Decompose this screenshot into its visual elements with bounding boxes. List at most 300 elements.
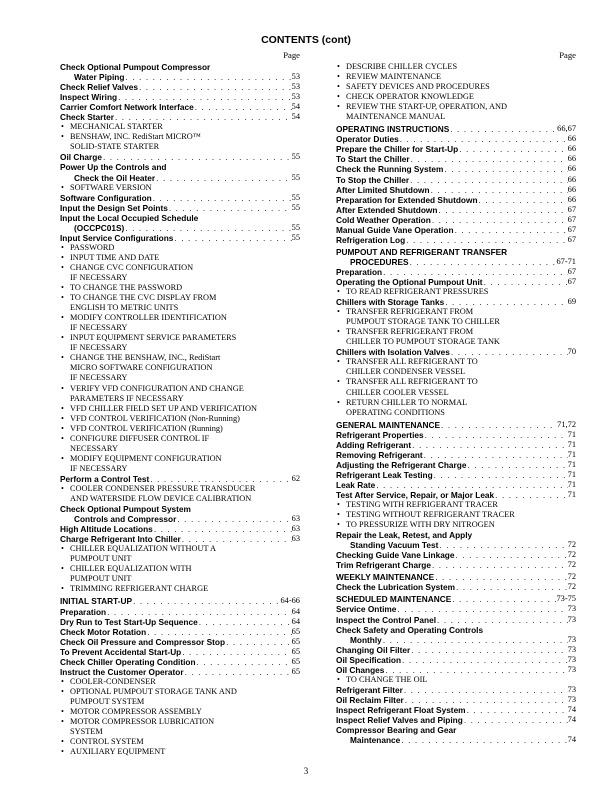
toc-entry-title: Inspect the Control Panel — [336, 614, 437, 625]
toc-subtopic-text: PUMPOUT STORAGE TANK TO CHILLER — [346, 317, 500, 327]
dot-leader — [114, 112, 292, 122]
dot-leader — [184, 667, 292, 677]
toc-subtopic-text: NECESSARY — [70, 443, 118, 453]
toc-page-number: 66 — [567, 184, 576, 194]
toc-entry[interactable] — [336, 490, 576, 500]
bullet-icon: • — [337, 72, 340, 82]
toc-entry[interactable] — [336, 645, 576, 655]
toc-subtopic-text: INPUT EQUIPMENT SERVICE PARAMETERS — [70, 333, 237, 343]
toc-subtopic-text: IF NECESSARY — [70, 323, 128, 333]
dot-leader — [153, 524, 292, 534]
toc-page-number: 55 — [291, 192, 300, 202]
toc-entry[interactable] — [336, 154, 576, 164]
toc-entry[interactable] — [336, 665, 576, 675]
toc-subtopic — [336, 520, 576, 530]
dot-leader — [168, 203, 292, 213]
toc-entry-title: Test After Service, Repair, or Major Leak — [336, 489, 495, 500]
toc-subtopic — [60, 132, 300, 142]
toc-subtopic-text: TRANSFER REFRIGERANT FROM — [346, 327, 474, 337]
toc-subtopic — [60, 243, 300, 253]
toc-subtopic-text: CONFIGURE DIFFUSER CONTROL IF — [70, 433, 210, 443]
toc-entry[interactable] — [336, 144, 576, 154]
toc-entry-title: Leak Rate — [336, 479, 376, 490]
dot-leader — [443, 164, 567, 174]
toc-subtopic-text: CHILLER EQUALIZATION WITHOUT A — [70, 544, 217, 554]
toc-entry[interactable] — [336, 695, 576, 705]
dot-leader — [423, 450, 568, 460]
bullet-icon: • — [337, 82, 340, 92]
toc-section-heading[interactable] — [336, 124, 576, 134]
toc-page-number: 66 — [567, 134, 576, 144]
toc-subtopic-continuation — [60, 273, 300, 283]
toc-subtopic-text: TESTING WITHOUT REFRIGERANT TRACER — [346, 510, 515, 520]
toc-entry[interactable] — [60, 617, 300, 627]
toc-page-number: 66 — [567, 174, 576, 184]
toc-entry-title: Refrigerant Properties — [336, 429, 424, 440]
toc-subtopic-continuation — [336, 112, 576, 122]
toc-subtopic — [60, 414, 300, 424]
bullet-icon: • — [61, 283, 64, 293]
toc-page-number: 65 — [291, 636, 300, 646]
bullet-icon: • — [61, 584, 64, 594]
toc-entry-title: Inspect Relief Valves and Piping — [336, 715, 463, 725]
toc-entry[interactable] — [336, 450, 576, 460]
toc-page-number: 72 — [567, 572, 576, 582]
bullet-icon: • — [337, 397, 340, 407]
toc-entry-title: Check the Running System — [336, 164, 444, 175]
dot-leader — [440, 420, 557, 430]
toc-page-number: 67 — [567, 234, 576, 244]
bullet-icon: • — [337, 92, 340, 102]
toc-entry[interactable] — [60, 504, 300, 514]
toc-subtopic-text: TO CHANGE THE PASSWORD — [70, 283, 183, 293]
toc-page-number: 74 — [567, 715, 576, 724]
toc-subtopic-continuation — [60, 373, 300, 383]
toc-entry-title: Input Service Configurations — [60, 232, 174, 243]
dot-leader — [458, 144, 567, 154]
dot-leader — [424, 430, 568, 440]
toc-entry[interactable] — [60, 72, 300, 82]
toc-entry-title: Refrigeration Log — [336, 234, 406, 245]
toc-entry-title: Check the Lubrication System — [336, 582, 455, 593]
dot-leader — [102, 152, 292, 162]
toc-page-number: 74 — [567, 735, 576, 745]
toc-subtopic — [336, 675, 576, 685]
toc-entry[interactable] — [60, 203, 300, 213]
toc-subtopic-text: CHILLER TO PUMPOUT STORAGE TANK — [346, 337, 500, 347]
toc-entry-title: Oil Changes — [336, 664, 385, 675]
toc-subtopic — [60, 333, 300, 343]
toc-entry[interactable] — [60, 474, 300, 484]
dot-leader — [466, 460, 567, 470]
toc-entry-title: Manual Guide Vane Operation — [336, 224, 454, 235]
toc-page-number: 72 — [567, 560, 576, 570]
toc-subtopic — [60, 747, 300, 757]
toc-entry[interactable] — [60, 637, 300, 647]
dot-leader — [455, 550, 568, 560]
toc-entry[interactable] — [336, 235, 576, 245]
page-column-header: Page — [559, 50, 576, 60]
dot-leader — [155, 173, 291, 183]
toc-subtopic-text: VFD CONTROL VERIFICATION (Running) — [70, 423, 223, 433]
toc-subtopic — [336, 510, 576, 520]
toc-entry-title: To Prevent Accidental Start-Up — [60, 646, 182, 657]
toc-subtopic-text: COOLER-CONDENSER — [70, 676, 156, 686]
toc-entry[interactable] — [336, 185, 576, 195]
toc-subtopic-continuation — [60, 494, 300, 504]
toc-page-number: 67 — [567, 204, 576, 214]
toc-page-number: 71 — [567, 449, 576, 459]
toc-subtopic — [60, 454, 300, 464]
bullet-icon: • — [337, 377, 340, 387]
toc-page-number: 63 — [291, 514, 300, 524]
toc-subtopic-text: MODIFY CONTROLLER IDENTIFICATION — [70, 313, 227, 323]
toc-subtopic — [336, 287, 576, 297]
toc-entry[interactable] — [336, 225, 576, 235]
toc-entry[interactable] — [336, 550, 576, 560]
toc-entry[interactable] — [336, 215, 576, 225]
dot-leader — [117, 92, 292, 102]
dot-leader — [405, 235, 567, 245]
bullet-icon: • — [337, 327, 340, 337]
dot-leader — [438, 540, 567, 550]
dot-leader — [149, 474, 291, 484]
toc-subtopic-text: AND WATERSIDE FLOW DEVICE CALIBRATION — [70, 494, 252, 504]
toc-subtopic-text: TO PRESSURIZE WITH DRY NITROGEN — [346, 520, 495, 530]
dot-leader — [437, 205, 567, 215]
toc-entry[interactable] — [336, 705, 576, 715]
toc-entry-title: Power Up the Controls and — [60, 162, 167, 173]
toc-entry[interactable] — [60, 173, 300, 183]
toc-subtopic-text: TRANSFER REFRIGERANT FROM — [346, 307, 474, 317]
toc-page-number: 64 — [291, 606, 300, 616]
dot-leader — [434, 572, 567, 582]
dot-leader — [146, 627, 291, 637]
toc-entry-title: Adjusting the Refrigerant Charge — [336, 459, 467, 470]
dot-leader — [410, 154, 568, 164]
toc-section-heading[interactable] — [336, 420, 576, 430]
toc-subtopic — [60, 384, 300, 394]
toc-page-number: 63 — [291, 534, 300, 544]
toc-subtopic-text: PARAMETERS IF NECESSARY — [70, 393, 184, 403]
dot-leader — [451, 594, 556, 604]
toc-subtopic-text: VERIFY VFD CONFIGURATION AND CHANGE — [70, 383, 244, 393]
toc-subtopic-text: AUXILIARY EQUIPMENT — [70, 747, 166, 757]
toc-entry[interactable] — [60, 657, 300, 667]
toc-entry[interactable] — [60, 524, 300, 534]
toc-entry[interactable] — [336, 735, 576, 745]
toc-entry[interactable] — [60, 82, 300, 92]
toc-subtopic-text: CHILLER COOLER VESSEL — [346, 387, 449, 397]
toc-subtopic-text: IF NECESSARY — [70, 463, 128, 473]
toc-section-heading[interactable] — [336, 594, 576, 604]
bullet-icon: • — [61, 122, 64, 132]
toc-entry-title: PUMPOUT AND REFRIGERANT TRANSFER — [336, 246, 508, 257]
toc-page-number: 55 — [291, 222, 300, 232]
bullet-icon: • — [337, 357, 340, 367]
toc-entry[interactable] — [60, 102, 300, 112]
toc-entry-title: Check Motor Rotation — [60, 626, 147, 637]
toc-section-heading[interactable] — [336, 572, 576, 582]
toc-entry[interactable] — [60, 647, 300, 657]
toc-page-number: 71 — [567, 489, 576, 499]
toc-subtopic — [60, 544, 300, 554]
toc-entry[interactable] — [336, 175, 576, 185]
toc-subtopic-continuation — [60, 323, 300, 333]
toc-entry[interactable] — [336, 347, 576, 357]
toc-entry[interactable] — [60, 213, 300, 223]
toc-entry[interactable] — [336, 297, 576, 307]
toc-entry[interactable] — [60, 112, 300, 122]
bullet-icon: • — [337, 500, 340, 510]
bullet-icon: • — [61, 717, 64, 727]
toc-entry[interactable] — [60, 162, 300, 172]
toc-entry[interactable] — [336, 615, 576, 625]
toc-entry-title: Input the Local Occupied Schedule — [60, 212, 199, 223]
toc-entry-title: Inspect Refrigerant Float System — [336, 704, 466, 715]
toc-subtopic-text: OPERATING CONDITIONS — [346, 407, 445, 417]
toc-entry[interactable] — [336, 134, 576, 144]
toc-entry-title: Preparation — [60, 606, 107, 617]
toc-entry[interactable] — [60, 534, 300, 544]
toc-entry[interactable] — [336, 540, 576, 550]
dot-leader — [384, 665, 567, 675]
dot-leader — [400, 735, 567, 745]
toc-page-number: 62 — [291, 473, 300, 483]
contents-title: CONTENTS (cont) — [261, 34, 351, 46]
dot-leader — [181, 534, 292, 544]
toc-page-number: 72 — [567, 582, 576, 592]
toc-entry[interactable] — [336, 267, 576, 277]
bullet-icon: • — [337, 520, 340, 530]
toc-page-number: 67 — [567, 214, 576, 224]
toc-page-number: 53 — [291, 82, 300, 92]
dot-leader — [449, 124, 557, 134]
toc-entry-title: Check Relief Valves — [60, 82, 138, 93]
toc-page-number: 73 — [567, 684, 576, 694]
toc-subtopic — [60, 424, 300, 434]
toc-subtopic-continuation — [60, 303, 300, 313]
toc-entry-title: Check the Oil Heater — [74, 172, 156, 183]
toc-page-number: 73 — [567, 634, 576, 644]
dot-leader — [433, 470, 568, 480]
toc-subtopic-text: PASSWORD — [70, 242, 115, 252]
toc-entry[interactable] — [60, 193, 300, 203]
toc-subtopic-text: MAINTENANCE MANUAL — [346, 112, 446, 122]
toc-subtopic-text: RETURN CHILLER TO NORMAL — [346, 397, 468, 407]
toc-entry[interactable] — [336, 635, 576, 645]
toc-entry-title: Adding Refrigerant — [336, 439, 412, 450]
toc-entry[interactable] — [336, 480, 576, 490]
bullet-icon: • — [61, 453, 64, 463]
bullet-icon: • — [61, 313, 64, 323]
toc-entry-title: Refrigerant Filter — [336, 684, 403, 695]
toc-entry-title: Service Ontime — [336, 604, 397, 615]
bullet-icon: • — [337, 102, 340, 112]
toc-page-number: 73 — [567, 664, 576, 674]
toc-entry[interactable] — [60, 607, 300, 617]
toc-section-heading[interactable] — [60, 596, 300, 606]
dot-leader — [483, 277, 568, 287]
toc-entry-title: Check Safety and Operating Controls — [336, 624, 484, 635]
toc-entry[interactable] — [336, 195, 576, 205]
toc-page-number: 66 — [567, 144, 576, 154]
toc-subtopic-continuation — [336, 408, 576, 418]
toc-entry[interactable] — [336, 205, 576, 215]
dot-leader — [382, 267, 568, 277]
toc-entry[interactable] — [336, 164, 576, 174]
toc-page-number: 74 — [567, 704, 576, 714]
toc-entry[interactable] — [336, 257, 576, 267]
toc-subtopic-text: PUMPOUT SYSTEM — [70, 696, 145, 706]
bullet-icon: • — [61, 383, 64, 393]
toc-page-number: 66,67 — [557, 124, 576, 134]
toc-entry[interactable] — [336, 530, 576, 540]
contents-left-column — [60, 50, 300, 757]
bullet-icon: • — [61, 242, 64, 252]
page-column-header: Page — [283, 50, 300, 60]
toc-entry-title: Oil Reclaim Filter — [336, 694, 404, 705]
toc-entry[interactable] — [60, 62, 300, 72]
toc-page-number: 67 — [567, 276, 576, 286]
toc-subtopic — [60, 122, 300, 132]
toc-entry[interactable] — [60, 223, 300, 233]
toc-subtopic-text: MICRO SOFTWARE CONFIGURATION — [70, 363, 213, 373]
bullet-icon: • — [337, 307, 340, 317]
bullet-icon: • — [61, 747, 64, 757]
toc-subtopic — [336, 327, 576, 337]
toc-page-number: 66 — [567, 154, 576, 164]
toc-subtopic-continuation — [60, 394, 300, 404]
bullet-icon: • — [61, 132, 64, 142]
toc-subtopic — [60, 253, 300, 263]
toc-subtopic-text: CHANGE THE BENSHAW, INC., RediStart — [70, 353, 221, 363]
toc-entry[interactable] — [336, 440, 576, 450]
toc-entry-title: Prepare the Chiller for Start-Up — [336, 144, 459, 155]
toc-entry-title: INITIAL START-UP — [60, 596, 133, 607]
toc-subtopic-text: TRIMMING REFRIGERANT CHARGE — [70, 584, 209, 594]
toc-entry[interactable] — [336, 685, 576, 695]
bullet-icon: • — [61, 182, 64, 192]
dot-leader — [409, 175, 567, 185]
bullet-icon: • — [61, 676, 64, 686]
toc-subtopic-continuation — [336, 337, 576, 347]
toc-subtopic-text: MOTOR COMPRESSOR ASSEMBLY — [70, 707, 202, 716]
toc-page-number: 71 — [567, 439, 576, 449]
toc-entry[interactable] — [336, 277, 576, 287]
toc-subtopic — [60, 263, 300, 273]
toc-entry[interactable] — [60, 233, 300, 243]
toc-subtopic — [60, 677, 300, 687]
toc-subtopic — [60, 183, 300, 193]
toc-subtopic — [60, 717, 300, 727]
toc-subtopic-text: SYSTEM — [70, 727, 103, 737]
dot-leader — [478, 195, 568, 205]
toc-subtopic — [60, 313, 300, 323]
toc-entry[interactable] — [336, 560, 576, 570]
toc-entry[interactable] — [60, 92, 300, 102]
toc-entry[interactable] — [60, 152, 300, 162]
dot-leader — [375, 480, 567, 490]
toc-entry-title: OPERATING INSTRUCTIONS — [336, 124, 450, 135]
toc-subtopic-text: MOTOR COMPRESSOR LUBRICATION — [70, 717, 215, 727]
toc-entry[interactable] — [336, 470, 576, 480]
toc-entry-title: Repair the Leak, Retest, and Apply — [336, 530, 473, 541]
toc-subtopic — [336, 62, 576, 72]
toc-subtopic — [60, 293, 300, 303]
toc-subtopic — [336, 377, 576, 387]
toc-entry-title: High Altitude Locations — [60, 524, 153, 535]
toc-entry-title: Check Chiller Operating Condition — [60, 656, 196, 667]
toc-entry-title: Oil Charge — [60, 152, 102, 163]
toc-entry-title: Changing Oil Filter — [336, 644, 411, 655]
bullet-icon: • — [61, 686, 64, 696]
toc-subtopic-continuation — [60, 444, 300, 454]
toc-entry-title: Software Configuration — [60, 192, 152, 203]
toc-subtopic-continuation — [60, 464, 300, 474]
toc-entry-title: Carrier Comfort Network Interface — [60, 102, 194, 113]
toc-subtopic-text: TO CHANGE THE OIL — [346, 674, 428, 684]
toc-page-number: 73-75 — [556, 594, 576, 604]
toc-subtopic — [336, 82, 576, 92]
toc-page-number: 54 — [291, 102, 300, 112]
toc-entry[interactable] — [60, 667, 300, 677]
toc-subtopic-text: CHECK OPERATOR KNOWLEDGE — [346, 92, 474, 102]
toc-entry-title: After Limited Shutdown — [336, 184, 430, 195]
toc-subtopic-text: MECHANICAL STARTER — [70, 122, 163, 132]
toc-subtopic — [336, 398, 576, 408]
toc-entry[interactable] — [336, 625, 576, 635]
toc-page-number: 63 — [291, 524, 300, 534]
toc-entry-title: GENERAL MAINTENANCE — [336, 419, 441, 430]
toc-subtopic-continuation — [60, 363, 300, 373]
dot-leader — [431, 215, 568, 225]
toc-entry[interactable] — [60, 514, 300, 524]
toc-entry[interactable] — [336, 582, 576, 592]
toc-page-number: 72 — [567, 540, 576, 550]
toc-entry-title: Check Starter — [60, 112, 114, 123]
bullet-icon: • — [61, 293, 64, 303]
toc-entry-title: Inspect Wiring — [60, 92, 118, 103]
toc-subtopic-text: TRANSFER ALL REFRIGERANT TO — [346, 357, 478, 367]
toc-entry[interactable] — [336, 460, 576, 470]
toc-subtopic-text: TO CHANGE THE CVC DISPLAY FROM — [70, 293, 217, 303]
dot-leader — [173, 233, 291, 243]
toc-entry[interactable] — [336, 430, 576, 440]
bullet-icon: • — [61, 403, 64, 413]
toc-entry-title: Perform a Control Test — [60, 473, 150, 484]
toc-entry[interactable] — [336, 725, 576, 735]
toc-entry-title: Chillers with Storage Tanks — [336, 297, 445, 308]
toc-page-number: 55 — [291, 172, 300, 182]
toc-subtopic-text: INPUT TIME AND DATE — [70, 252, 160, 262]
toc-entry-title: After Extended Shutdown — [336, 204, 438, 215]
toc-subtopic — [336, 92, 576, 102]
toc-entry[interactable] — [60, 627, 300, 637]
toc-page-number: 55 — [291, 232, 300, 242]
bullet-icon: • — [61, 544, 64, 554]
toc-section-heading[interactable] — [336, 247, 576, 257]
toc-entry[interactable] — [336, 604, 576, 614]
toc-entry[interactable] — [336, 655, 576, 665]
toc-entry-title: Removing Refrigerant — [336, 449, 423, 460]
toc-entry-title: Chillers with Isolation Valves — [336, 347, 450, 358]
toc-subtopic-text: CHILLER EQUALIZATION WITH — [70, 564, 192, 574]
toc-subtopic-text: BENSHAW, INC. RediStart MICRO™ — [70, 132, 201, 142]
toc-page-number: 66 — [567, 194, 576, 204]
toc-entry[interactable] — [336, 715, 576, 725]
bullet-icon: • — [337, 674, 340, 684]
